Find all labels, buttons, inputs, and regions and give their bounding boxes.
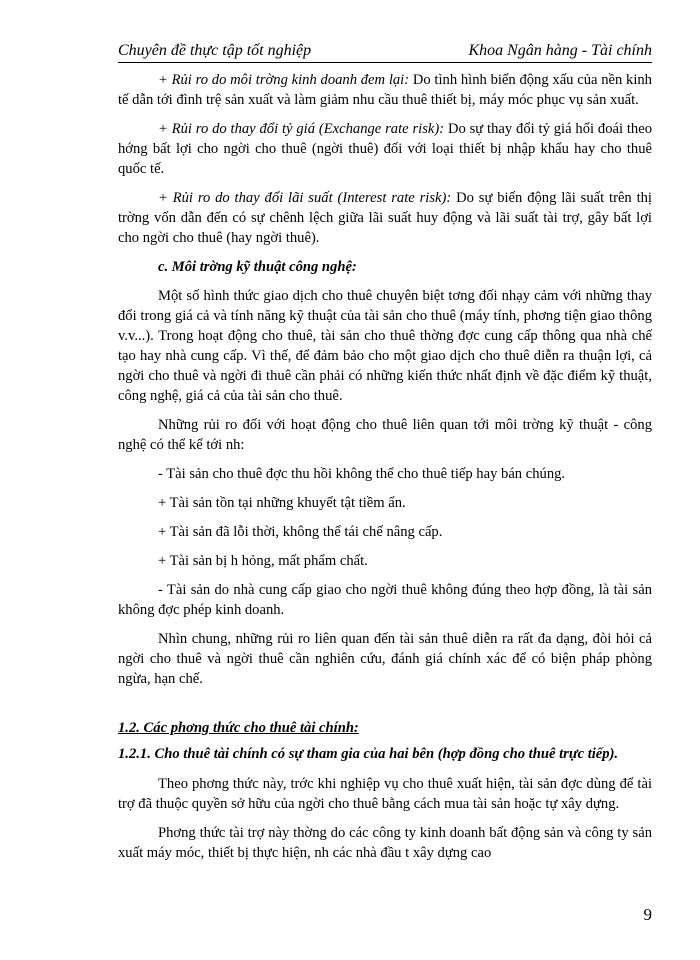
list-item: - Tài sản do nhà cung cấp giao cho ngời thuê không đúng theo hợp đồng, là tài sản không đợc phép kinh doanh. [118, 582, 652, 618]
header-right-title: Khoa Ngân hàng - Tài chính [468, 42, 652, 59]
paragraph-technology-intro: Một số hình thức giao dịch cho thuê chuyên biệt tơng đối nhạy cảm với những thay đổi trong giá cả và tính năng kỹ thuật của tài sản cho thuê (máy tính, phơng tiện giao thông v.v...). Trong hoạt động cho thuê, tài sản cho thuê thờng đợc cung cấp thông qua nhà chế tạo hay nhà cung cấp. Vì thế, để đảm bảo cho một giao dịch cho thuê diễn ra thuận lợi, cả ngời cho thuê và ngời đi thuê cần phải có những kiến thức nhất định về đặc điểm kỹ thuật, công nghệ, giá cả của tài sản cho thuê. [118, 288, 652, 404]
page-header [118, 42, 652, 63]
risk-lead: + Rủi ro do thay đổi tỷ giá (Exchange rate risk): [158, 121, 445, 137]
list-item: + Tài sản bị h hỏng, mất phẩm chất. [158, 553, 368, 569]
risk-text: Do sự thay đổi tỷ giá hối đoái theo hớng bất lợi cho ngời cho thuê (ngời thuê) đối với loại thiết bị nhập khẩu hay cho thuê quốc tế. [118, 121, 653, 177]
risk-text: Do sự biến động lãi suất trên thị trờng vốn dẫn đến có sự chênh lệch giữa lãi suất huy động và lãi suất tài trợ, gây bất lợi cho ngời cho thuê (hay ngời thuê). [118, 190, 652, 246]
paragraph-exchange-rate-risk [118, 119, 652, 179]
header-left-title: Chuyên đề thực tập tốt nghiệp [118, 42, 312, 59]
list-item: + Tài sản tồn tại những khuyết tật tiềm ẩn. [158, 495, 406, 511]
paragraph-technology-risks: Những rủi ro đối với hoạt động cho thuê liên quan tới môi trờng kỹ thuật - công nghệ có thể kể tới nh: [118, 417, 652, 453]
section-heading: 1.2. Các phơng thức cho thuê tài chính: [118, 720, 359, 736]
risk-text: Do tình hình biến động xấu của nền kinh tế dẫn tới đình trệ sản xuất và làm giảm nhu cầu thuê thiết bị, máy móc phục vụ sản xuất. [118, 72, 652, 108]
list-item: - Tài sản cho thuê đợc thu hồi không thể cho thuê tiếp hay bán chúng. [158, 466, 566, 482]
section-spacer [118, 698, 652, 718]
paragraph-summary: Nhìn chung, những rủi ro liên quan đến tài sản thuê diễn ra rất đa dạng, đòi hỏi cả ngời cho thuê và ngời thuê cần nghiên cứu, đánh giá chính xác để có biện pháp phòng ngừa, hạn chế. [118, 631, 652, 687]
paragraph-interest-rate-risk [118, 188, 652, 248]
paragraph-method-financing: Phơng thức tài trợ này thờng do các công ty kinh doanh bất động sản và công ty sản xuất máy móc, thiết bị thực hiện, nh các nhà đầu t xây dựng cao [118, 825, 652, 861]
subheading-technology-environment: c. Môi trờng kỹ thuật công nghệ: [158, 259, 357, 275]
risk-lead: + Rủi ro do môi trờng kinh doanh đem lại: [158, 72, 410, 88]
risk-lead: + Rủi ro do thay đổi lãi suất (Interest rate risk): [158, 190, 452, 206]
subsection-heading: 1.2.1. Cho thuê tài chính có sự tham gia của hai bên (hợp đồng cho thuê trực tiếp). [118, 746, 619, 762]
list-item: + Tài sản đã lỗi thời, không thể tái chế nâng cấp. [158, 524, 443, 540]
page-number: 9 [643, 905, 652, 924]
paragraph-business-risk [118, 70, 652, 110]
paragraph-method: Theo phơng thức này, trớc khi nghiệp vụ cho thuê xuất hiện, tài sản đợc dùng để tài trợ đã thuộc quyền sở hữu của ngời cho thuê bằng cách mua tài sản hoặc tự xây dựng. [118, 776, 652, 812]
document-body [118, 70, 652, 872]
